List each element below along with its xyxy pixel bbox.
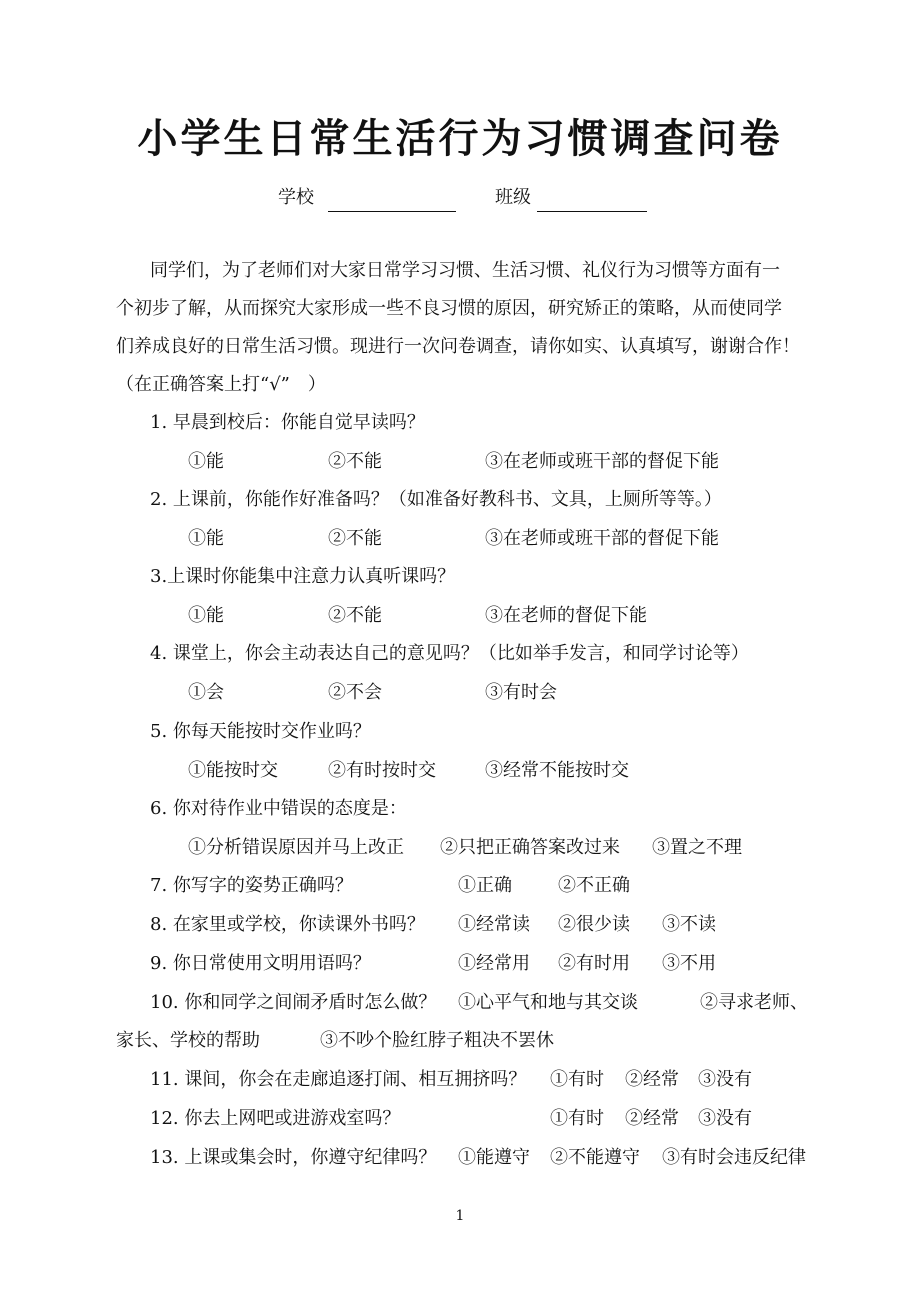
q10-option-1[interactable]: ①心平气和地与其交谈 xyxy=(458,992,638,1013)
q13-option-2[interactable]: ②不能遵守 xyxy=(550,1147,640,1168)
school-field xyxy=(278,184,456,212)
q2-option-2[interactable]: ②不能 xyxy=(328,528,382,549)
q13-option-3[interactable]: ③有时会违反纪律 xyxy=(662,1147,806,1168)
q3-option-3[interactable]: ③在老师的督促下能 xyxy=(485,605,647,626)
q8-option-2[interactable]: ②很少读 xyxy=(558,914,630,935)
q5-option-3[interactable]: ③经常不能按时交 xyxy=(485,760,629,781)
q9-option-2[interactable]: ②有时用 xyxy=(558,953,630,974)
question-12: 12. 你去上网吧或进游戏室吗？ xyxy=(150,1108,401,1129)
question-7: 7. 你写字的姿势正确吗？ xyxy=(150,875,353,896)
q6-option-3[interactable]: ③置之不理 xyxy=(652,837,742,858)
q12-option-3[interactable]: ③没有 xyxy=(698,1108,752,1129)
q7-option-2[interactable]: ②不正确 xyxy=(558,875,630,896)
q8-option-1[interactable]: ①经常读 xyxy=(458,914,530,935)
q6-option-1[interactable]: ①分析错误原因并马上改正 xyxy=(188,837,404,858)
question-11: 11. 课间，你会在走廊追逐打闹、相互拥挤吗？ xyxy=(150,1069,527,1090)
intro-line: （在正确答案上打“√” ） xyxy=(116,374,326,395)
school-blank xyxy=(328,191,456,212)
q3-option-1[interactable]: ①能 xyxy=(188,605,224,626)
page-number: 1 xyxy=(455,1208,465,1224)
question-6: 6. 你对待作业中错误的态度是： xyxy=(150,798,407,819)
q7-option-1[interactable]: ①正确 xyxy=(458,875,512,896)
class-blank xyxy=(537,191,647,212)
q11-option-3[interactable]: ③没有 xyxy=(698,1069,752,1090)
class-label: 班级 xyxy=(495,187,531,208)
q5-option-1[interactable]: ①能按时交 xyxy=(188,760,278,781)
q2-option-3[interactable]: ③在老师或班干部的督促下能 xyxy=(485,528,719,549)
q4-option-1[interactable]: ①会 xyxy=(188,682,224,703)
q1-option-1[interactable]: ①能 xyxy=(188,451,224,472)
q6-option-2[interactable]: ②只把正确答案改过来 xyxy=(440,837,620,858)
q10-option-2[interactable]: ②寻求老师、 xyxy=(700,992,808,1013)
q10-option-3[interactable]: ③不吵个脸红脖子粗决不罢休 xyxy=(320,1030,554,1051)
question-13: 13. 上课或集会时，你遵守纪律吗？ xyxy=(150,1147,437,1168)
question-10: 10. 你和同学之间闹矛盾时怎么做？ xyxy=(150,992,437,1013)
class-field xyxy=(495,184,647,212)
q1-option-2[interactable]: ②不能 xyxy=(328,451,382,472)
q1-option-3[interactable]: ③在老师或班干部的督促下能 xyxy=(485,451,719,472)
q8-option-3[interactable]: ③不读 xyxy=(662,914,716,935)
question-4: 4. 课堂上，你会主动表达自己的意见吗？（比如举手发言，和同学讨论等） xyxy=(150,643,749,664)
intro-line: 同学们，为了老师们对大家日常学习习惯、生活习惯、礼仪行为习惯等方面有一 xyxy=(150,260,780,281)
question-10-continuation: 家长、学校的帮助 xyxy=(116,1030,260,1051)
question-8: 8. 在家里或学校，你读课外书吗？ xyxy=(150,914,425,935)
q4-option-2[interactable]: ②不会 xyxy=(328,682,382,703)
school-label: 学校 xyxy=(278,187,314,208)
question-2: 2. 上课前，你能作好准备吗？（如准备好教科书、文具，上厕所等等。） xyxy=(150,489,722,510)
q11-option-1[interactable]: ①有时 xyxy=(550,1069,604,1090)
q9-option-1[interactable]: ①经常用 xyxy=(458,953,530,974)
question-3: 3.上课时你能集中注意力认真听课吗？ xyxy=(150,566,456,587)
q4-option-3[interactable]: ③有时会 xyxy=(485,682,557,703)
q9-option-3[interactable]: ③不用 xyxy=(662,953,716,974)
q12-option-1[interactable]: ①有时 xyxy=(550,1108,604,1129)
q3-option-2[interactable]: ②不能 xyxy=(328,605,382,626)
question-1: 1. 早晨到校后：你能自觉早读吗？ xyxy=(150,412,425,433)
q11-option-2[interactable]: ②经常 xyxy=(625,1069,679,1090)
page-title: 小学生日常生活行为习惯调查问卷 xyxy=(137,115,783,162)
question-5: 5. 你每天能按时交作业吗？ xyxy=(150,721,371,742)
question-9: 9. 你日常使用文明用语吗？ xyxy=(150,953,371,974)
intro-line: 们养成良好的日常生活习惯。现进行一次问卷调查，请你如实、认真填写，谢谢合作！ xyxy=(116,336,800,357)
q5-option-2[interactable]: ②有时按时交 xyxy=(328,760,436,781)
q2-option-1[interactable]: ①能 xyxy=(188,528,224,549)
q13-option-1[interactable]: ①能遵守 xyxy=(458,1147,530,1168)
q12-option-2[interactable]: ②经常 xyxy=(625,1108,679,1129)
intro-line: 个初步了解，从而探究大家形成一些不良习惯的原因，研究矫正的策略，从而使同学 xyxy=(116,298,782,319)
